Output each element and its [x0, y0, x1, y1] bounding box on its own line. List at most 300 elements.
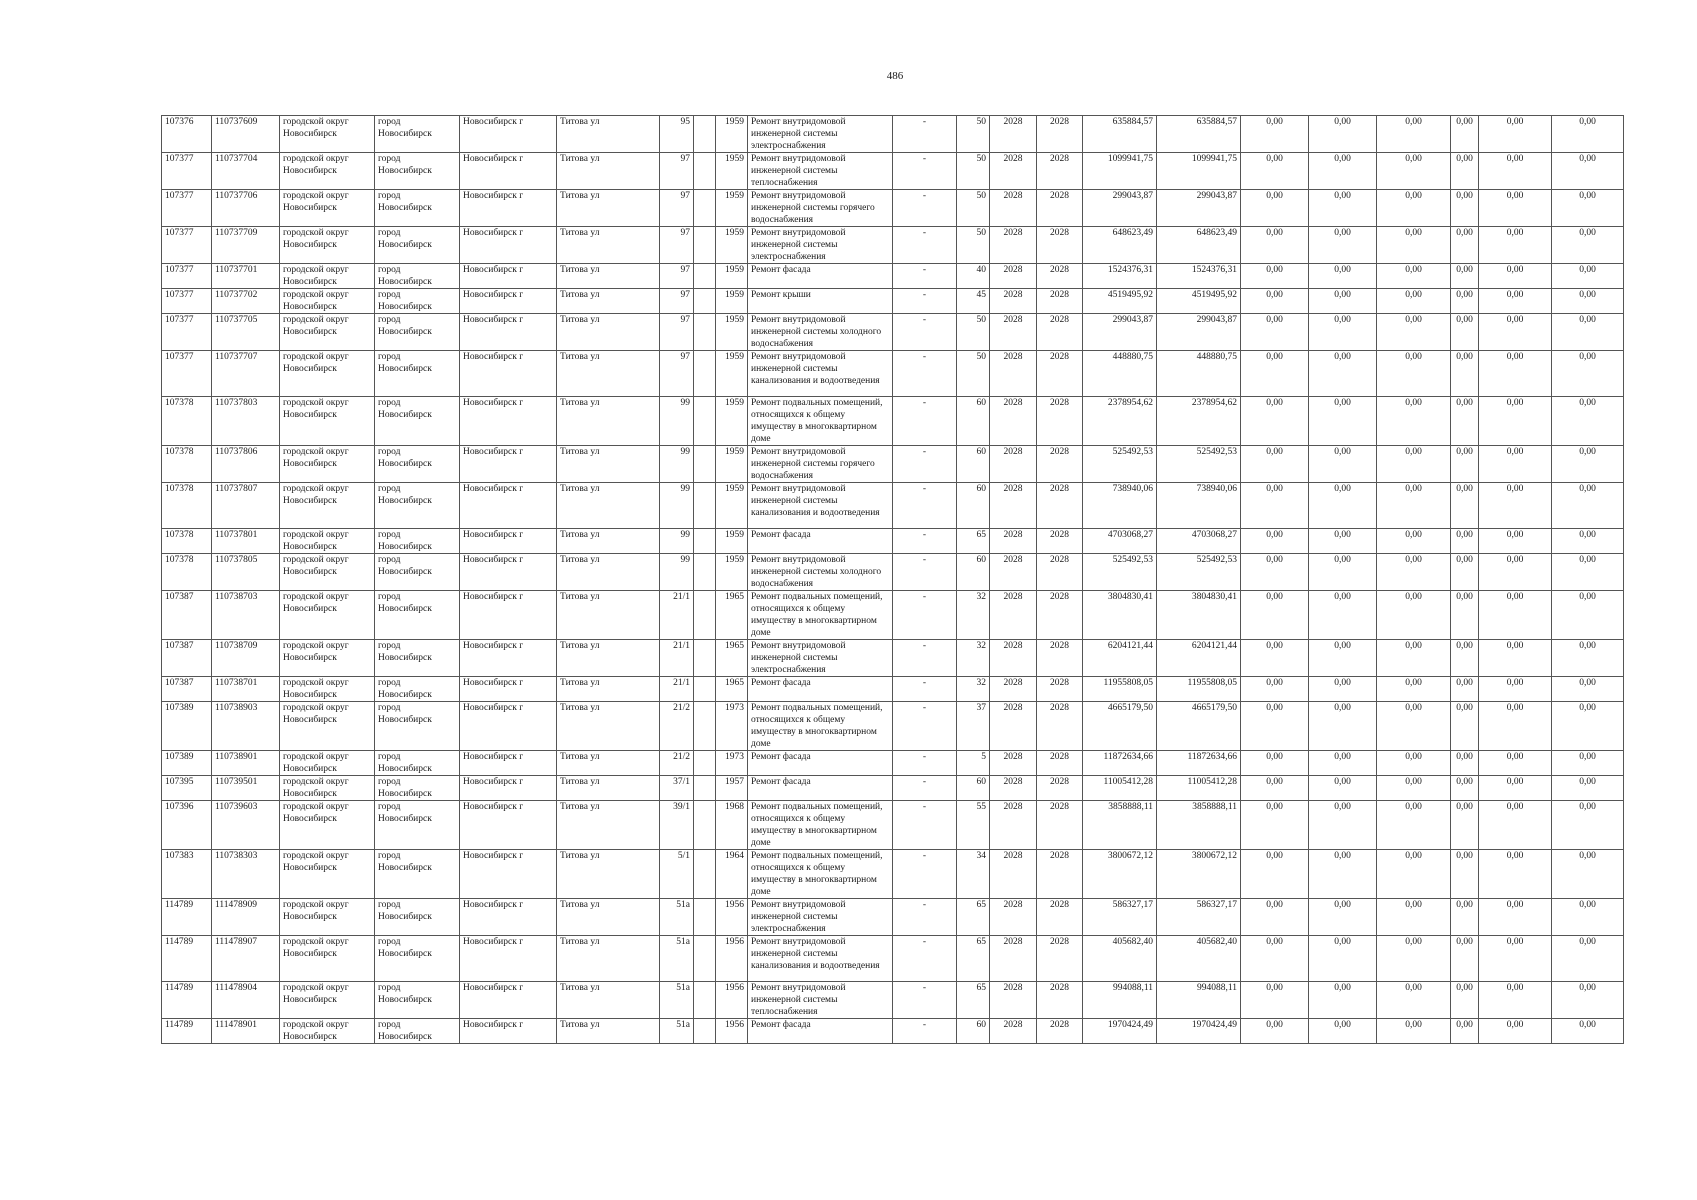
cell-work-type: Ремонт фасада [748, 1019, 893, 1044]
cell-work-type: Ремонт подвальных помещений, относящихся к общему имуществу в многоквартирном доме [748, 801, 893, 850]
cell-locality: Новосибирск г [460, 529, 557, 554]
cell-settlement: город Новосибирск [375, 936, 460, 982]
cell-locality: Новосибирск г [460, 483, 557, 529]
cell-street: Титова ул [557, 190, 660, 227]
cell-settlement: город Новосибирск [375, 529, 460, 554]
cell-cost-value: 3858888,11 [1157, 801, 1241, 850]
cell-object-id: 107378 [162, 483, 212, 529]
cell-street: Титова ул [557, 554, 660, 591]
cell-fund-source-4: 0,00 [1451, 801, 1479, 850]
cell-build-year: 1959 [716, 289, 748, 314]
cell-settlement: город Новосибирск [375, 554, 460, 591]
cell-total-cost: 4519495,92 [1083, 289, 1157, 314]
cell-cost-value: 3800672,12 [1157, 850, 1241, 899]
cell-unit: - [893, 397, 957, 446]
table-body [162, 116, 1624, 1044]
cell-total-cost: 448880,75 [1083, 351, 1157, 397]
cell-locality: Новосибирск г [460, 116, 557, 153]
cell-fund-source-3: 0,00 [1377, 936, 1451, 982]
cell-fund-source-3: 0,00 [1377, 982, 1451, 1019]
cell-fund-source-4: 0,00 [1451, 289, 1479, 314]
cell-cost-value: 11005412,28 [1157, 776, 1241, 801]
cell-wear-percent: 60 [957, 776, 990, 801]
cell-work-id: 110737806 [212, 446, 280, 483]
cell-wear-percent: 50 [957, 227, 990, 264]
cell-fund-source-2: 0,00 [1309, 702, 1377, 751]
cell-object-id: 107377 [162, 190, 212, 227]
cell-settlement: город Новосибирск [375, 483, 460, 529]
cell-plan-year-start: 2028 [990, 640, 1037, 677]
cell-fund-source-6: 0,00 [1552, 314, 1624, 351]
cell-settlement: город Новосибирск [375, 314, 460, 351]
cell-plan-year-start: 2028 [990, 936, 1037, 982]
cell-plan-year-end: 2028 [1037, 153, 1083, 190]
cell-fund-source-1: 0,00 [1241, 982, 1309, 1019]
cell-object-id: 107377 [162, 314, 212, 351]
cell-building [694, 264, 716, 289]
cell-unit: - [893, 446, 957, 483]
cell-building [694, 153, 716, 190]
cell-unit: - [893, 351, 957, 397]
cell-cost-value: 994088,11 [1157, 982, 1241, 1019]
cell-fund-source-6: 0,00 [1552, 751, 1624, 776]
cell-total-cost: 299043,87 [1083, 314, 1157, 351]
cell-work-id: 110737706 [212, 190, 280, 227]
cell-plan-year-start: 2028 [990, 801, 1037, 850]
cell-locality: Новосибирск г [460, 351, 557, 397]
cell-fund-source-2: 0,00 [1309, 1019, 1377, 1044]
cell-municipal-district: городской округ Новосибирск [280, 591, 375, 640]
cell-build-year: 1956 [716, 936, 748, 982]
cell-fund-source-4: 0,00 [1451, 153, 1479, 190]
cell-fund-source-6: 0,00 [1552, 397, 1624, 446]
cell-object-id: 107378 [162, 446, 212, 483]
cell-fund-source-1: 0,00 [1241, 850, 1309, 899]
cell-house-number: 99 [660, 483, 694, 529]
cell-work-id: 110737609 [212, 116, 280, 153]
cell-settlement: город Новосибирск [375, 850, 460, 899]
cell-fund-source-3: 0,00 [1377, 591, 1451, 640]
table-row [162, 153, 1624, 190]
cell-fund-source-2: 0,00 [1309, 397, 1377, 446]
cell-fund-source-3: 0,00 [1377, 776, 1451, 801]
cell-street: Титова ул [557, 116, 660, 153]
cell-work-id: 110738903 [212, 702, 280, 751]
cell-wear-percent: 45 [957, 289, 990, 314]
cell-fund-source-6: 0,00 [1552, 227, 1624, 264]
cell-fund-source-5: 0,00 [1479, 702, 1552, 751]
cell-street: Титова ул [557, 397, 660, 446]
cell-building [694, 591, 716, 640]
cell-fund-source-4: 0,00 [1451, 397, 1479, 446]
cell-work-id: 111478904 [212, 982, 280, 1019]
cell-object-id: 107378 [162, 397, 212, 446]
cell-build-year: 1964 [716, 850, 748, 899]
cell-build-year: 1959 [716, 153, 748, 190]
cell-street: Титова ул [557, 446, 660, 483]
cell-plan-year-end: 2028 [1037, 554, 1083, 591]
cell-work-type: Ремонт внутридомовой инженерной системы теплоснабжения [748, 153, 893, 190]
cell-fund-source-5: 0,00 [1479, 227, 1552, 264]
cell-work-id: 110737807 [212, 483, 280, 529]
cell-fund-source-1: 0,00 [1241, 483, 1309, 529]
cell-fund-source-4: 0,00 [1451, 116, 1479, 153]
cell-fund-source-2: 0,00 [1309, 314, 1377, 351]
cell-fund-source-6: 0,00 [1552, 776, 1624, 801]
cell-fund-source-2: 0,00 [1309, 776, 1377, 801]
table-row [162, 264, 1624, 289]
cell-plan-year-start: 2028 [990, 850, 1037, 899]
cell-settlement: город Новосибирск [375, 397, 460, 446]
cell-object-id: 107383 [162, 850, 212, 899]
cell-plan-year-start: 2028 [990, 776, 1037, 801]
cell-building [694, 289, 716, 314]
cell-fund-source-6: 0,00 [1552, 190, 1624, 227]
table-row [162, 227, 1624, 264]
cell-unit: - [893, 190, 957, 227]
table-row [162, 982, 1624, 1019]
cell-settlement: город Новосибирск [375, 190, 460, 227]
cell-cost-value: 448880,75 [1157, 351, 1241, 397]
cell-build-year: 1957 [716, 776, 748, 801]
cell-house-number: 5/1 [660, 850, 694, 899]
cell-work-id: 110738901 [212, 751, 280, 776]
cell-house-number: 99 [660, 554, 694, 591]
cell-house-number: 37/1 [660, 776, 694, 801]
cell-fund-source-5: 0,00 [1479, 1019, 1552, 1044]
cell-fund-source-2: 0,00 [1309, 153, 1377, 190]
cell-work-type: Ремонт внутридомовой инженерной системы электроснабжения [748, 899, 893, 936]
cell-work-type: Ремонт внутридомовой инженерной системы электроснабжения [748, 227, 893, 264]
cell-fund-source-1: 0,00 [1241, 446, 1309, 483]
cell-fund-source-1: 0,00 [1241, 529, 1309, 554]
cell-fund-source-4: 0,00 [1451, 529, 1479, 554]
cell-house-number: 21/1 [660, 677, 694, 702]
cell-fund-source-1: 0,00 [1241, 397, 1309, 446]
table-row [162, 640, 1624, 677]
cell-plan-year-start: 2028 [990, 483, 1037, 529]
cell-unit: - [893, 1019, 957, 1044]
table-row [162, 529, 1624, 554]
cell-wear-percent: 50 [957, 351, 990, 397]
cell-cost-value: 525492,53 [1157, 554, 1241, 591]
cell-fund-source-6: 0,00 [1552, 351, 1624, 397]
cell-fund-source-3: 0,00 [1377, 289, 1451, 314]
cell-building [694, 314, 716, 351]
cell-build-year: 1959 [716, 529, 748, 554]
cell-build-year: 1959 [716, 190, 748, 227]
cell-fund-source-2: 0,00 [1309, 640, 1377, 677]
cell-street: Титова ул [557, 483, 660, 529]
cell-wear-percent: 60 [957, 446, 990, 483]
cell-house-number: 97 [660, 351, 694, 397]
cell-street: Титова ул [557, 899, 660, 936]
cell-fund-source-6: 0,00 [1552, 529, 1624, 554]
cell-fund-source-4: 0,00 [1451, 264, 1479, 289]
cell-street: Титова ул [557, 640, 660, 677]
cell-fund-source-1: 0,00 [1241, 640, 1309, 677]
cell-building [694, 936, 716, 982]
cell-wear-percent: 50 [957, 153, 990, 190]
cell-object-id: 107376 [162, 116, 212, 153]
cell-fund-source-3: 0,00 [1377, 483, 1451, 529]
cell-fund-source-5: 0,00 [1479, 483, 1552, 529]
cell-plan-year-start: 2028 [990, 190, 1037, 227]
cell-fund-source-5: 0,00 [1479, 446, 1552, 483]
cell-work-type: Ремонт подвальных помещений, относящихся к общему имуществу в многоквартирном доме [748, 850, 893, 899]
cell-settlement: город Новосибирск [375, 591, 460, 640]
cell-cost-value: 4519495,92 [1157, 289, 1241, 314]
table-row [162, 776, 1624, 801]
cell-fund-source-3: 0,00 [1377, 116, 1451, 153]
cell-building [694, 483, 716, 529]
cell-fund-source-6: 0,00 [1552, 554, 1624, 591]
cell-building [694, 899, 716, 936]
cell-total-cost: 1099941,75 [1083, 153, 1157, 190]
cell-municipal-district: городской округ Новосибирск [280, 483, 375, 529]
cell-settlement: город Новосибирск [375, 1019, 460, 1044]
cell-plan-year-start: 2028 [990, 982, 1037, 1019]
cell-house-number: 51а [660, 936, 694, 982]
cell-building [694, 850, 716, 899]
table-row [162, 751, 1624, 776]
cell-fund-source-4: 0,00 [1451, 776, 1479, 801]
cell-total-cost: 586327,17 [1083, 899, 1157, 936]
cell-fund-source-5: 0,00 [1479, 190, 1552, 227]
cell-fund-source-1: 0,00 [1241, 351, 1309, 397]
cell-fund-source-4: 0,00 [1451, 554, 1479, 591]
cell-build-year: 1956 [716, 899, 748, 936]
cell-street: Титова ул [557, 677, 660, 702]
cell-unit: - [893, 640, 957, 677]
cell-fund-source-1: 0,00 [1241, 936, 1309, 982]
cell-work-type: Ремонт внутридомовой инженерной системы горячего водоснабжения [748, 446, 893, 483]
cell-locality: Новосибирск г [460, 776, 557, 801]
cell-fund-source-5: 0,00 [1479, 677, 1552, 702]
cell-work-type: Ремонт внутридомовой инженерной системы горячего водоснабжения [748, 190, 893, 227]
cell-fund-source-6: 0,00 [1552, 850, 1624, 899]
cell-street: Титова ул [557, 1019, 660, 1044]
cell-build-year: 1959 [716, 227, 748, 264]
cell-work-id: 110738709 [212, 640, 280, 677]
cell-house-number: 97 [660, 153, 694, 190]
cell-fund-source-3: 0,00 [1377, 801, 1451, 850]
cell-cost-value: 738940,06 [1157, 483, 1241, 529]
cell-wear-percent: 32 [957, 677, 990, 702]
cell-plan-year-end: 2028 [1037, 227, 1083, 264]
cell-work-id: 110737701 [212, 264, 280, 289]
cell-object-id: 107377 [162, 153, 212, 190]
cell-unit: - [893, 776, 957, 801]
cell-locality: Новосибирск г [460, 314, 557, 351]
cell-cost-value: 525492,53 [1157, 446, 1241, 483]
cell-fund-source-1: 0,00 [1241, 190, 1309, 227]
cell-fund-source-2: 0,00 [1309, 677, 1377, 702]
cell-work-type: Ремонт внутридомовой инженерной системы электроснабжения [748, 116, 893, 153]
cell-municipal-district: городской округ Новосибирск [280, 190, 375, 227]
cell-total-cost: 2378954,62 [1083, 397, 1157, 446]
cell-house-number: 95 [660, 116, 694, 153]
cell-street: Титова ул [557, 227, 660, 264]
cell-plan-year-end: 2028 [1037, 702, 1083, 751]
cell-plan-year-start: 2028 [990, 677, 1037, 702]
cell-municipal-district: городской округ Новосибирск [280, 640, 375, 677]
cell-house-number: 21/1 [660, 591, 694, 640]
cell-fund-source-6: 0,00 [1552, 264, 1624, 289]
cell-fund-source-4: 0,00 [1451, 677, 1479, 702]
cell-wear-percent: 65 [957, 899, 990, 936]
cell-plan-year-start: 2028 [990, 446, 1037, 483]
cell-fund-source-2: 0,00 [1309, 899, 1377, 936]
cell-house-number: 97 [660, 289, 694, 314]
cell-total-cost: 405682,40 [1083, 936, 1157, 982]
cell-object-id: 107377 [162, 289, 212, 314]
cell-total-cost: 994088,11 [1083, 982, 1157, 1019]
cell-settlement: город Новосибирск [375, 351, 460, 397]
cell-building [694, 801, 716, 850]
cell-building [694, 529, 716, 554]
cell-object-id: 107389 [162, 702, 212, 751]
cell-municipal-district: городской округ Новосибирск [280, 227, 375, 264]
cell-fund-source-1: 0,00 [1241, 776, 1309, 801]
cell-object-id: 114789 [162, 936, 212, 982]
cell-house-number: 99 [660, 397, 694, 446]
cell-fund-source-5: 0,00 [1479, 153, 1552, 190]
cell-fund-source-5: 0,00 [1479, 591, 1552, 640]
cell-unit: - [893, 702, 957, 751]
cell-work-type: Ремонт внутридомовой инженерной системы канализования и водоотведения [748, 351, 893, 397]
cell-work-id: 110737702 [212, 289, 280, 314]
cell-settlement: город Новосибирск [375, 116, 460, 153]
cell-total-cost: 635884,57 [1083, 116, 1157, 153]
cell-unit: - [893, 899, 957, 936]
cell-wear-percent: 34 [957, 850, 990, 899]
cell-cost-value: 4665179,50 [1157, 702, 1241, 751]
cell-fund-source-6: 0,00 [1552, 446, 1624, 483]
cell-fund-source-4: 0,00 [1451, 640, 1479, 677]
cell-cost-value: 405682,40 [1157, 936, 1241, 982]
cell-fund-source-2: 0,00 [1309, 982, 1377, 1019]
cell-fund-source-4: 0,00 [1451, 483, 1479, 529]
cell-municipal-district: городской округ Новосибирск [280, 801, 375, 850]
cell-work-type: Ремонт крыши [748, 289, 893, 314]
cell-build-year: 1965 [716, 591, 748, 640]
cell-fund-source-2: 0,00 [1309, 116, 1377, 153]
cell-locality: Новосибирск г [460, 899, 557, 936]
cell-building [694, 227, 716, 264]
table-row [162, 554, 1624, 591]
cell-unit: - [893, 801, 957, 850]
cell-house-number: 51а [660, 899, 694, 936]
cell-municipal-district: городской округ Новосибирск [280, 982, 375, 1019]
cell-build-year: 1959 [716, 116, 748, 153]
cell-total-cost: 525492,53 [1083, 446, 1157, 483]
cell-fund-source-3: 0,00 [1377, 899, 1451, 936]
cell-street: Титова ул [557, 591, 660, 640]
cell-work-type: Ремонт подвальных помещений, относящихся к общему имуществу в многоквартирном доме [748, 397, 893, 446]
cell-unit: - [893, 554, 957, 591]
cell-municipal-district: городской округ Новосибирск [280, 702, 375, 751]
cell-fund-source-3: 0,00 [1377, 751, 1451, 776]
cell-work-type: Ремонт внутридомовой инженерной системы канализования и водоотведения [748, 936, 893, 982]
cell-fund-source-6: 0,00 [1552, 677, 1624, 702]
cell-house-number: 97 [660, 190, 694, 227]
cell-house-number: 97 [660, 264, 694, 289]
cell-work-type: Ремонт фасада [748, 677, 893, 702]
cell-wear-percent: 32 [957, 591, 990, 640]
cell-plan-year-end: 2028 [1037, 776, 1083, 801]
cell-settlement: город Новосибирск [375, 776, 460, 801]
cell-settlement: город Новосибирск [375, 899, 460, 936]
table-row [162, 397, 1624, 446]
cell-plan-year-end: 2028 [1037, 397, 1083, 446]
cell-plan-year-start: 2028 [990, 289, 1037, 314]
cell-settlement: город Новосибирск [375, 801, 460, 850]
cell-plan-year-start: 2028 [990, 529, 1037, 554]
cell-building [694, 1019, 716, 1044]
cell-work-type: Ремонт фасада [748, 264, 893, 289]
cell-unit: - [893, 591, 957, 640]
cell-fund-source-4: 0,00 [1451, 1019, 1479, 1044]
cell-settlement: город Новосибирск [375, 751, 460, 776]
cell-wear-percent: 60 [957, 483, 990, 529]
cell-plan-year-end: 2028 [1037, 446, 1083, 483]
table-row [162, 677, 1624, 702]
cell-fund-source-3: 0,00 [1377, 397, 1451, 446]
cell-fund-source-3: 0,00 [1377, 640, 1451, 677]
cell-wear-percent: 65 [957, 982, 990, 1019]
cell-fund-source-2: 0,00 [1309, 801, 1377, 850]
cell-fund-source-4: 0,00 [1451, 314, 1479, 351]
cell-work-type: Ремонт фасада [748, 529, 893, 554]
cell-fund-source-3: 0,00 [1377, 677, 1451, 702]
cell-fund-source-5: 0,00 [1479, 640, 1552, 677]
cell-cost-value: 2378954,62 [1157, 397, 1241, 446]
table-row [162, 116, 1624, 153]
cell-object-id: 107377 [162, 264, 212, 289]
cell-unit: - [893, 850, 957, 899]
cell-locality: Новосибирск г [460, 153, 557, 190]
cell-work-id: 110737707 [212, 351, 280, 397]
cell-fund-source-1: 0,00 [1241, 264, 1309, 289]
cell-plan-year-end: 2028 [1037, 351, 1083, 397]
cell-locality: Новосибирск г [460, 446, 557, 483]
cell-fund-source-6: 0,00 [1552, 982, 1624, 1019]
cell-wear-percent: 55 [957, 801, 990, 850]
cell-fund-source-5: 0,00 [1479, 801, 1552, 850]
cell-municipal-district: городской округ Новосибирск [280, 1019, 375, 1044]
cell-cost-value: 4703068,27 [1157, 529, 1241, 554]
cell-work-id: 110737803 [212, 397, 280, 446]
cell-municipal-district: городской округ Новосибирск [280, 116, 375, 153]
cell-build-year: 1956 [716, 1019, 748, 1044]
cell-building [694, 677, 716, 702]
cell-object-id: 107387 [162, 591, 212, 640]
cell-fund-source-5: 0,00 [1479, 776, 1552, 801]
cell-street: Титова ул [557, 982, 660, 1019]
cell-settlement: город Новосибирск [375, 153, 460, 190]
cell-municipal-district: городской округ Новосибирск [280, 351, 375, 397]
cell-locality: Новосибирск г [460, 982, 557, 1019]
cell-building [694, 397, 716, 446]
cell-wear-percent: 50 [957, 314, 990, 351]
cell-cost-value: 299043,87 [1157, 314, 1241, 351]
cell-street: Титова ул [557, 776, 660, 801]
cell-unit: - [893, 289, 957, 314]
cell-municipal-district: городской округ Новосибирск [280, 936, 375, 982]
cell-fund-source-6: 0,00 [1552, 899, 1624, 936]
table-row [162, 899, 1624, 936]
